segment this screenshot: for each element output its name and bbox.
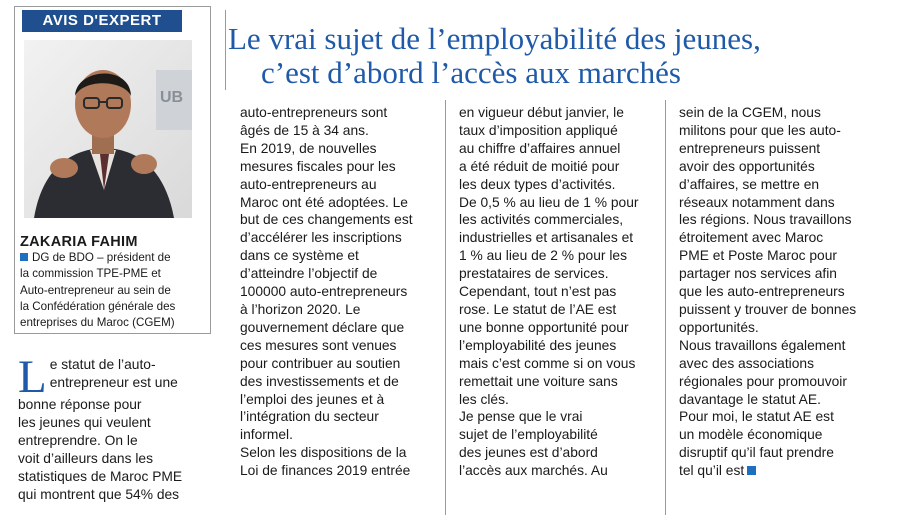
text-line: auto-entrepreneurs sont xyxy=(240,105,388,120)
text-line: Loi de finances 2019 entrée xyxy=(240,463,411,479)
text-line: gouvernement déclare que xyxy=(240,319,405,335)
text-line: Je pense que le vrai xyxy=(459,409,583,425)
text-line: militons pour que les auto- xyxy=(679,122,841,138)
expert-name: ZAKARIA FAHIM xyxy=(20,234,138,250)
text-line: En 2019, de nouvelles xyxy=(240,140,377,156)
text-line: des jeunes est d’abord xyxy=(459,445,598,461)
expert-portrait xyxy=(24,40,192,218)
text-line: l’emploi des jeunes et à xyxy=(240,391,385,407)
expert-role-line: DG de BDO – président de xyxy=(20,250,206,266)
text-line: Cependant, tout n’est pas xyxy=(459,284,617,300)
text-line: tel qu’il est xyxy=(679,462,889,480)
expert-role-line: la Confédération générale des xyxy=(20,299,176,313)
text-line: entreprendre. On le xyxy=(18,432,138,448)
text-line: d’affaires, se mettre en xyxy=(679,176,820,192)
text-line: statistiques de Maroc PME xyxy=(18,468,183,484)
article-column-1 xyxy=(18,351,218,503)
header-divider xyxy=(225,10,226,90)
text-line: voit d’ailleurs dans les xyxy=(18,450,153,466)
text-line: informel. xyxy=(240,427,293,443)
expert-role xyxy=(20,250,206,331)
article-column-2 xyxy=(240,104,440,480)
text-line: dans ce système et xyxy=(240,248,359,264)
text-line: les jeunes qui veulent xyxy=(18,414,151,430)
text-line: sujet de l’employabilité xyxy=(459,427,598,443)
text-line: d’atteindre l’objectif de xyxy=(240,266,378,282)
text-line: pour contribuer au soutien xyxy=(240,355,401,371)
bullet-square-icon xyxy=(20,253,28,261)
text-line: prestataires de services. xyxy=(459,266,609,282)
text-line: avec des associations xyxy=(679,355,814,371)
text-line: davantage le statut AE. xyxy=(679,391,821,407)
text-line: des investissements et de xyxy=(240,373,399,389)
text-line: à l’horizon 2020. Le xyxy=(240,301,361,317)
text-line: De 0,5 % au lieu de 1 % pour xyxy=(459,194,639,210)
text-line: mesures fiscales pour les xyxy=(240,158,396,174)
text-line: disruptif qu’il faut prendre xyxy=(679,445,834,461)
text-line: 1 % au lieu de 2 % pour les xyxy=(459,248,627,264)
text-line: but de ces changements est xyxy=(240,212,413,228)
text-line: auto-entrepreneurs au xyxy=(240,176,377,192)
end-square-icon xyxy=(747,466,756,475)
text-line: d’accélérer les inscriptions xyxy=(240,230,402,246)
expert-tag: AVIS D'EXPERT xyxy=(22,10,182,32)
headline xyxy=(228,22,888,90)
text-line: étroitement avec Maroc xyxy=(679,230,824,246)
text-line: au chiffre d’affaires annuel xyxy=(459,140,621,156)
text-line: les régions. Nous travaillons xyxy=(679,212,852,228)
article-column-4 xyxy=(679,104,889,480)
text-line: en vigueur début janvier, le xyxy=(459,105,624,120)
text-line: ces mesures sont venues xyxy=(240,337,397,353)
text-line: âgés de 15 à 34 ans. xyxy=(240,122,369,138)
text-line: taux d’imposition appliqué xyxy=(459,122,618,138)
text-line: mais c’est comme si on vous xyxy=(459,355,636,371)
text-line: Maroc ont été adoptées. Le xyxy=(240,194,408,210)
text-line: qui montrent que 54% des xyxy=(18,486,180,502)
text-line: partager nos services afin xyxy=(679,266,837,282)
text-line: avoir des opportunités xyxy=(679,158,815,174)
text-line: les activités commerciales, xyxy=(459,212,624,228)
text-line: une bonne opportunité pour xyxy=(459,319,629,335)
text-line: 100000 auto-entrepreneurs xyxy=(240,284,408,300)
expert-role-line: Auto-entrepreneur au sein de xyxy=(20,283,171,297)
text-line: réseaux notamment dans xyxy=(679,194,835,210)
text-line: sein de la CGEM, nous xyxy=(679,105,821,120)
text-line: opportunités. xyxy=(679,319,759,335)
drop-cap: L xyxy=(18,351,47,403)
text-line: Selon les dispositions de la xyxy=(240,445,407,461)
text-line: industrielles et artisanales et xyxy=(459,230,634,246)
text-line: PME et Poste Maroc pour xyxy=(679,248,837,264)
text-line: bonne réponse pour xyxy=(18,397,142,412)
text-line: l’employabilité des jeunes xyxy=(459,337,617,353)
text-line: les clés. xyxy=(459,391,509,407)
text-line: les deux types d’activités. xyxy=(459,176,616,192)
text-line: un modèle économique xyxy=(679,427,823,443)
text-line: entrepreneurs puissent xyxy=(679,140,821,156)
column-divider xyxy=(445,100,446,515)
text-line: régionales pour promouvoir xyxy=(679,373,847,389)
text-line: l’intégration du secteur xyxy=(240,409,379,425)
column-divider xyxy=(665,100,666,515)
text-line: entrepreneur est une xyxy=(49,374,178,390)
svg-text:UB: UB xyxy=(160,89,184,106)
portrait-image xyxy=(24,40,192,218)
text-line: l’accès aux marchés. Au xyxy=(459,463,608,479)
text-line: a été réduit de moitié pour xyxy=(459,158,620,174)
text-line: e statut de l’auto- xyxy=(49,357,156,372)
expert-role-line: la commission TPE-PME et xyxy=(20,267,161,281)
text-line: que les auto-entrepreneurs xyxy=(679,284,845,300)
headline-line-2: c’est d’abord l’accès aux marchés xyxy=(261,55,681,90)
text-line: puissent y trouver de bonnes xyxy=(679,301,857,317)
text-line: rose. Le statut de l’AE est xyxy=(459,301,617,317)
text-line: Pour moi, le statut AE est xyxy=(679,409,834,425)
expert-role-line: entreprises du Maroc (CGEM) xyxy=(20,316,175,330)
headline-line-1: Le vrai sujet de l’employabilité des jeunes, xyxy=(228,21,761,56)
article-column-3 xyxy=(459,104,661,480)
text-line: Nous travaillons également xyxy=(679,337,846,353)
text-line: remettait une voiture sans xyxy=(459,373,618,389)
